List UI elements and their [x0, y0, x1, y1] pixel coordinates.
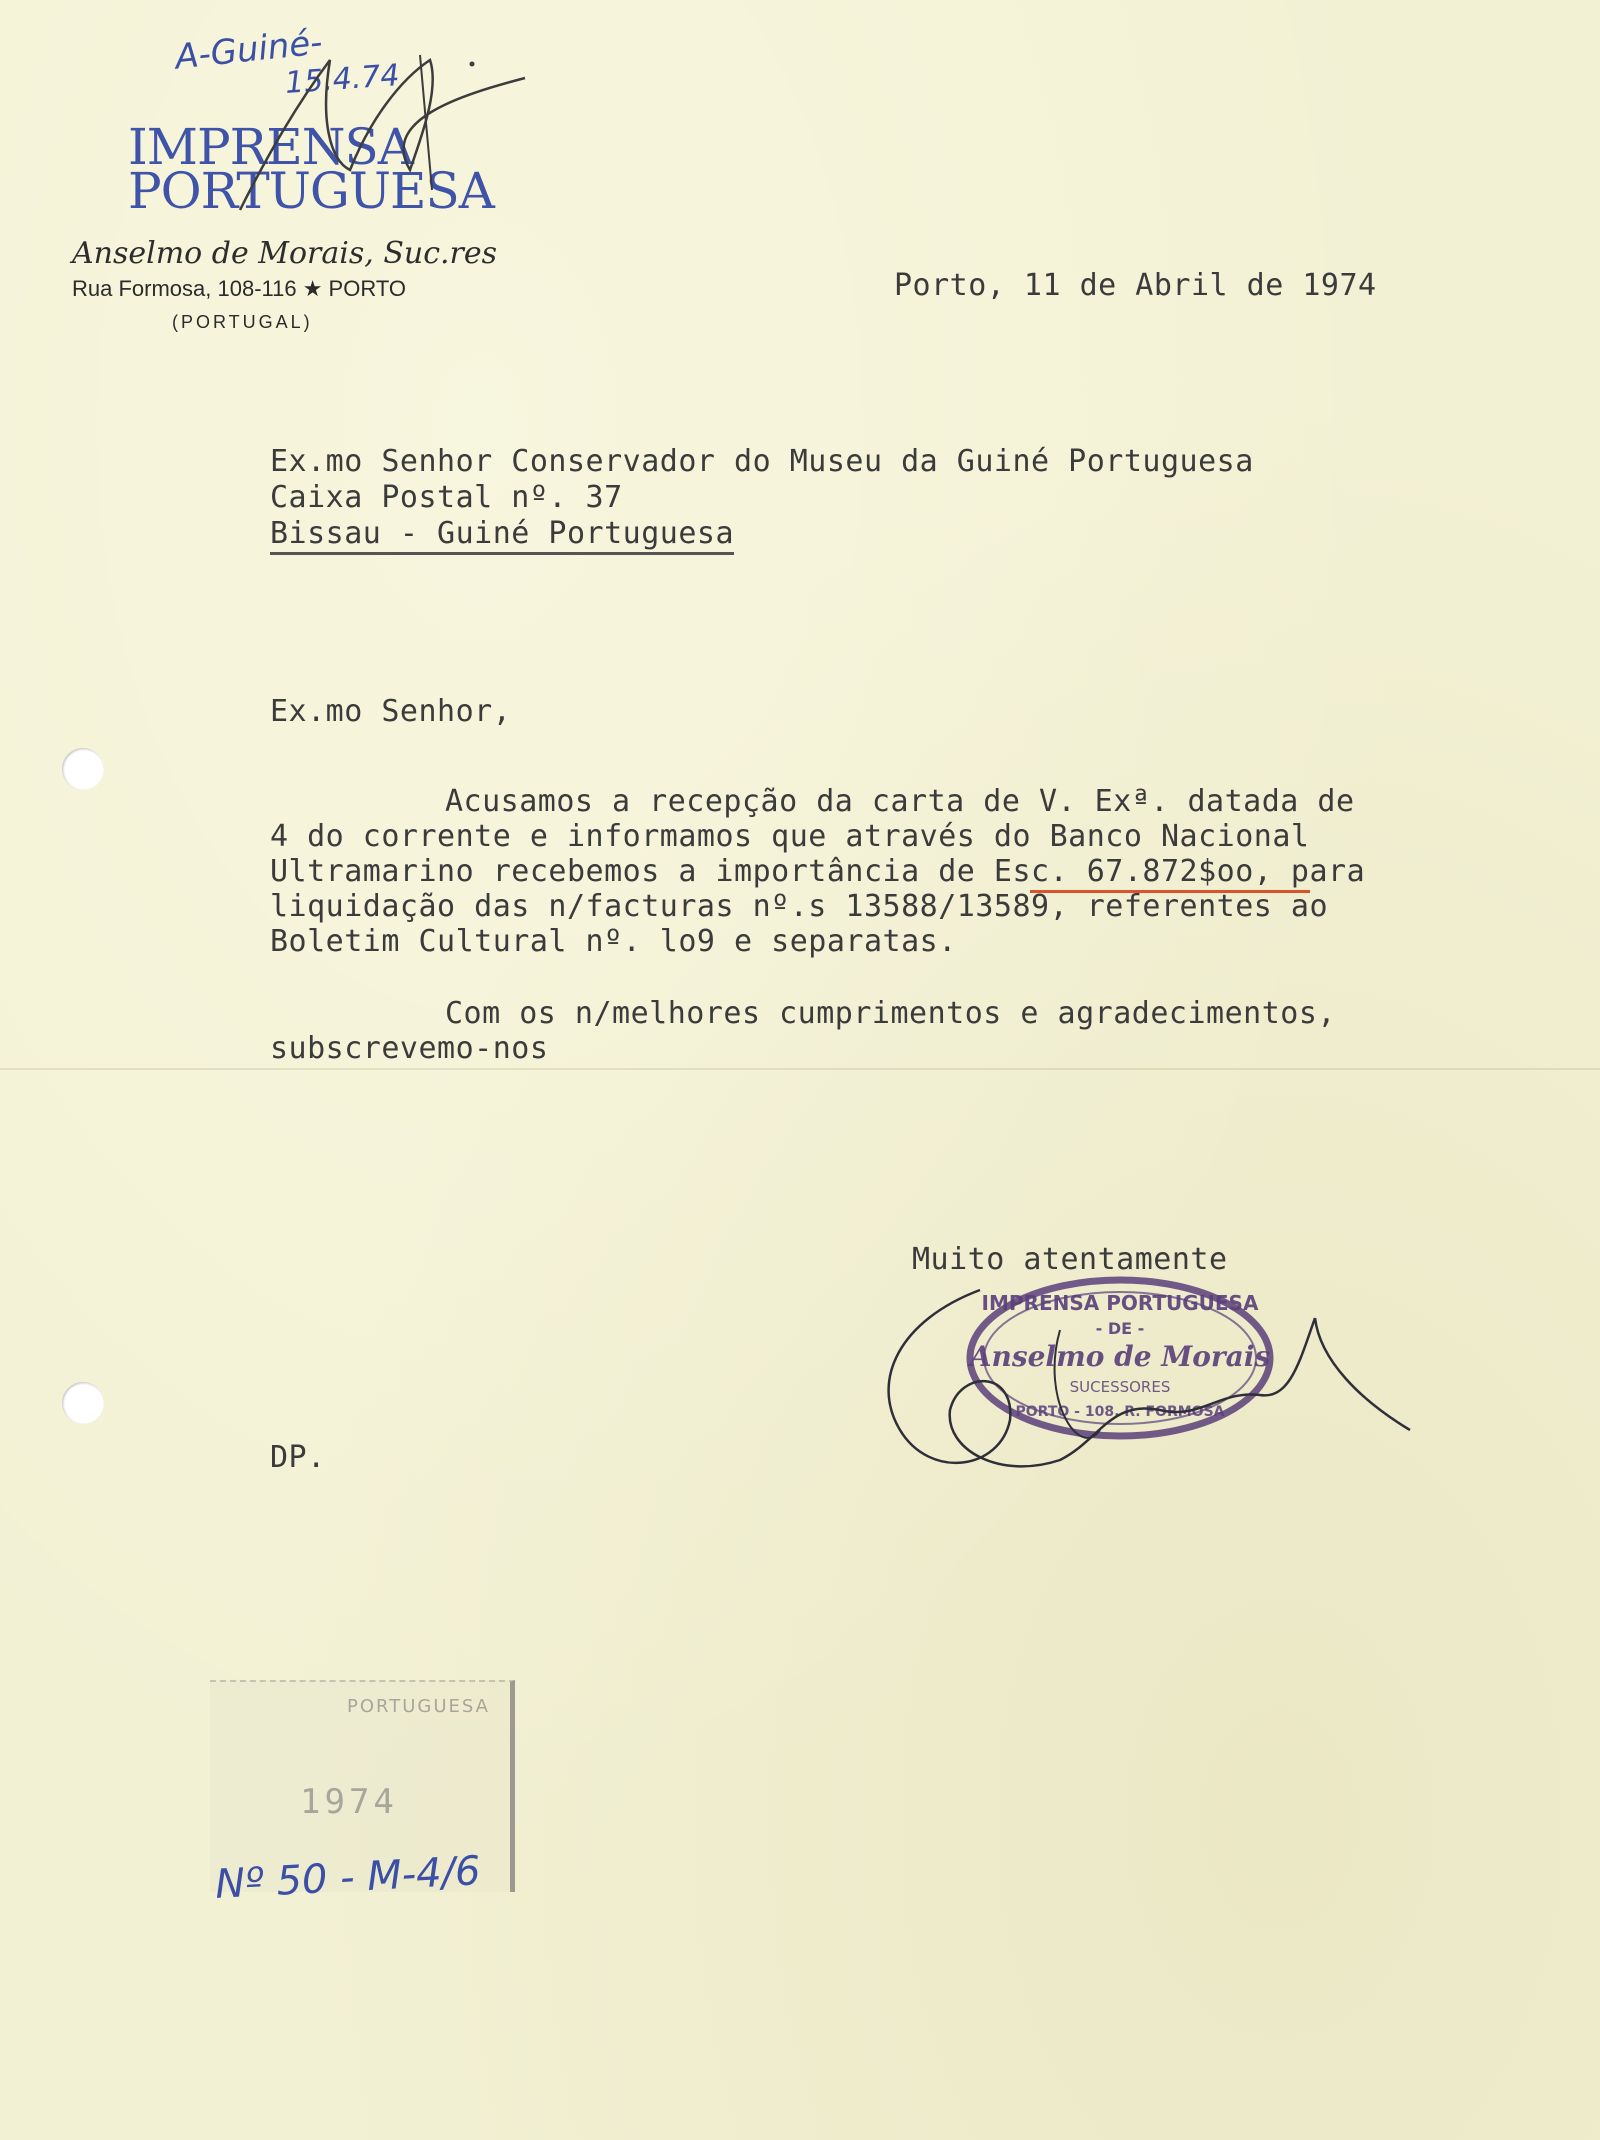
letterhead-country: (PORTUGAL) [172, 312, 313, 332]
letterhead-proprietor: Anselmo de Morais, Suc.res [72, 236, 498, 271]
handwritten-note-line1: A-Guiné- [173, 22, 325, 78]
body-p1-line5: Boletim Cultural nº. lo9 e separatas. [270, 924, 957, 959]
stamp-text-line3: Anselmo de Morais [969, 1340, 1271, 1373]
archive-note: Nº 50 - M-4/6 [213, 1848, 482, 1908]
initials: DP. [270, 1440, 326, 1475]
body-p1-line1: Acusamos a recepção da carta de V. Exª. datada de [445, 784, 1355, 819]
body-p2-line1: Com os n/melhores cumprimentos e agradecimentos, [445, 996, 1336, 1031]
receipt-stamp-year: 1974 [300, 1782, 398, 1822]
letterhead-company-line2: PORTUGUESA [128, 162, 494, 220]
stamp-text-line5: PORTO - 108, R. FORMOSA [1015, 1404, 1225, 1420]
body-p1-line2: 4 do corrente e informamos que através do Banco Nacional [270, 819, 1310, 854]
stamp-text-line2: - DE - [1095, 1319, 1145, 1338]
letter-date: Porto, 11 de Abril de 1974 [894, 268, 1377, 303]
handwritten-note-date: 15.4.74 [283, 58, 401, 101]
body-p1-line3: Ultramarino recebemos a importância de Esc. 67.872$oo, para [270, 854, 1366, 889]
stamp-text-line1: IMPRENSA PORTUGUESA [981, 1291, 1259, 1315]
stamp-text-line4: SUCESSORES [1069, 1378, 1171, 1396]
letterhead-address: Rua Formosa, 108-116 ★ PORTO [72, 276, 406, 301]
receipt-stamp-line1: PORTUGUESA [347, 1696, 490, 1717]
body-p2-line2: subscrevemo-nos [270, 1031, 549, 1066]
recipient-line2: Caixa Postal nº. 37 [270, 480, 623, 515]
recipient-line1: Ex.mo Senhor Conservador do Museu da Guiné Portuguesa [270, 444, 1254, 479]
letterhead-company-line1: IMPRENSA [128, 118, 413, 176]
salutation: Ex.mo Senhor, [270, 694, 512, 729]
body-p1-line4: liquidação das n/facturas nº.s 13588/13589, referentes ao [270, 889, 1329, 924]
closing: Muito atentamente [912, 1242, 1228, 1277]
recipient-line3: Bissau - Guiné Portuguesa [270, 516, 734, 555]
